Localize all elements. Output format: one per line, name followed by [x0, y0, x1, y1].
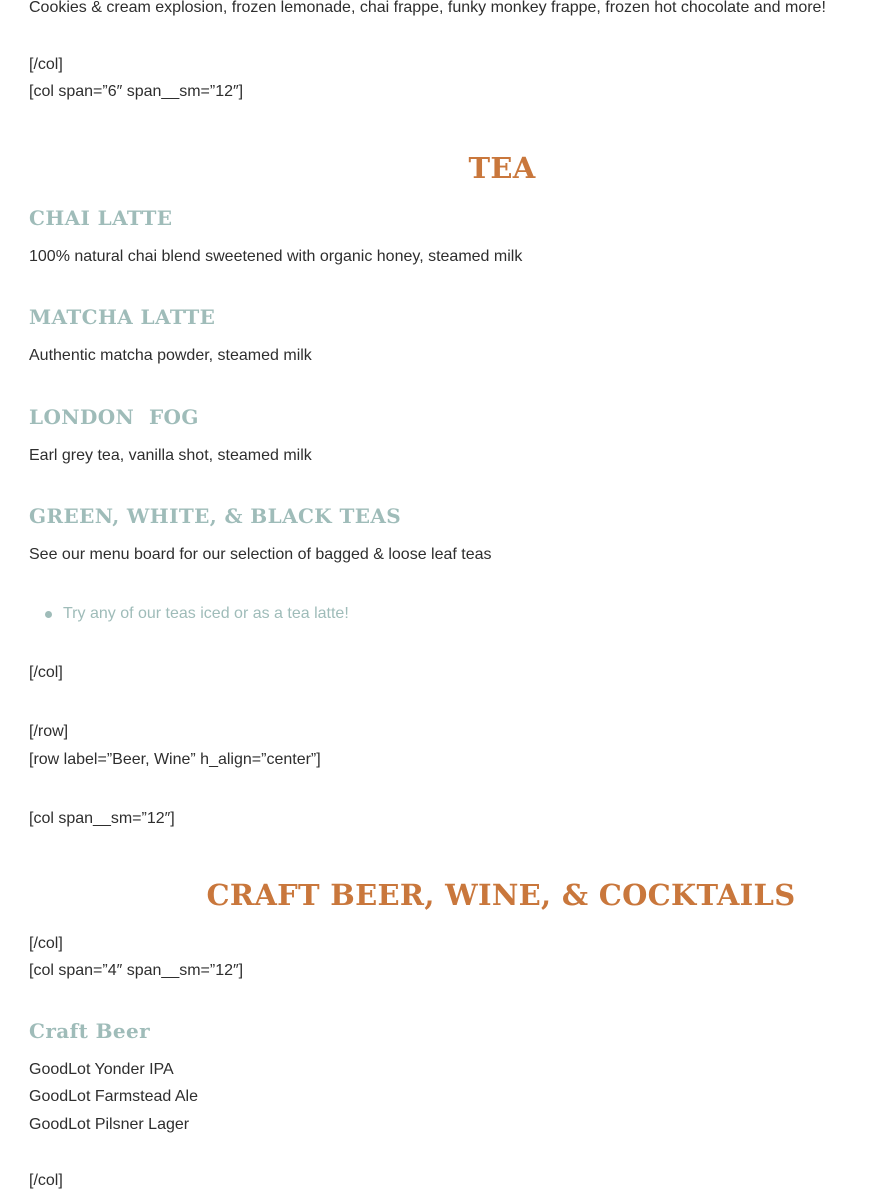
bullet-icon: [45, 611, 52, 618]
green-white-black-teas-heading: GREEN, WHITE, & BLACK TEAS: [29, 504, 402, 528]
shortcode-col-close: [/col]: [29, 664, 63, 681]
craft-beer-heading: Craft Beer: [29, 1019, 151, 1043]
tea-note-link[interactable]: Try any of our teas iced or as a tea latte!: [63, 605, 349, 622]
frappe-description: Cookies & cream explosion, frozen lemonade, chai frappe, funky monkey frappe, frozen hot chocolate and more!: [29, 0, 826, 16]
london-fog-description: Earl grey tea, vanilla shot, steamed milk: [29, 447, 312, 464]
tea-section-title: TEA: [468, 151, 536, 185]
beer-list-item: GoodLot Yonder IPA: [29, 1061, 174, 1078]
beer-list-item: GoodLot Farmstead Ale: [29, 1088, 198, 1105]
chai-latte-description: 100% natural chai blend sweetened with organic honey, steamed milk: [29, 248, 523, 265]
craft-beer-section-title: CRAFT BEER, WINE, & COCKTAILS: [206, 878, 796, 912]
matcha-latte-description: Authentic matcha powder, steamed milk: [29, 347, 312, 364]
shortcode-col-close: [/col]: [29, 1172, 63, 1189]
shortcode-col-open: [col span__sm=”12″]: [29, 810, 175, 827]
matcha-latte-heading: MATCHA LATTE: [29, 305, 216, 329]
shortcode-col-close: [/col]: [29, 56, 63, 73]
teas-description: See our menu board for our selection of bagged & loose leaf teas: [29, 546, 492, 563]
shortcode-col-open: [col span=”4″ span__sm=”12″]: [29, 962, 244, 979]
chai-latte-heading: CHAI LATTE: [29, 206, 173, 230]
london-fog-heading: LONDON FOG: [29, 405, 199, 429]
shortcode-row-close: [/row]: [29, 723, 69, 740]
beer-list-item: GoodLot Pilsner Lager: [29, 1116, 190, 1133]
shortcode-col-open: [col span=”6″ span__sm=”12″]: [29, 83, 244, 100]
shortcode-row-open: [row label=”Beer, Wine” h_align=”center”]: [29, 751, 321, 768]
shortcode-col-close: [/col]: [29, 935, 63, 952]
